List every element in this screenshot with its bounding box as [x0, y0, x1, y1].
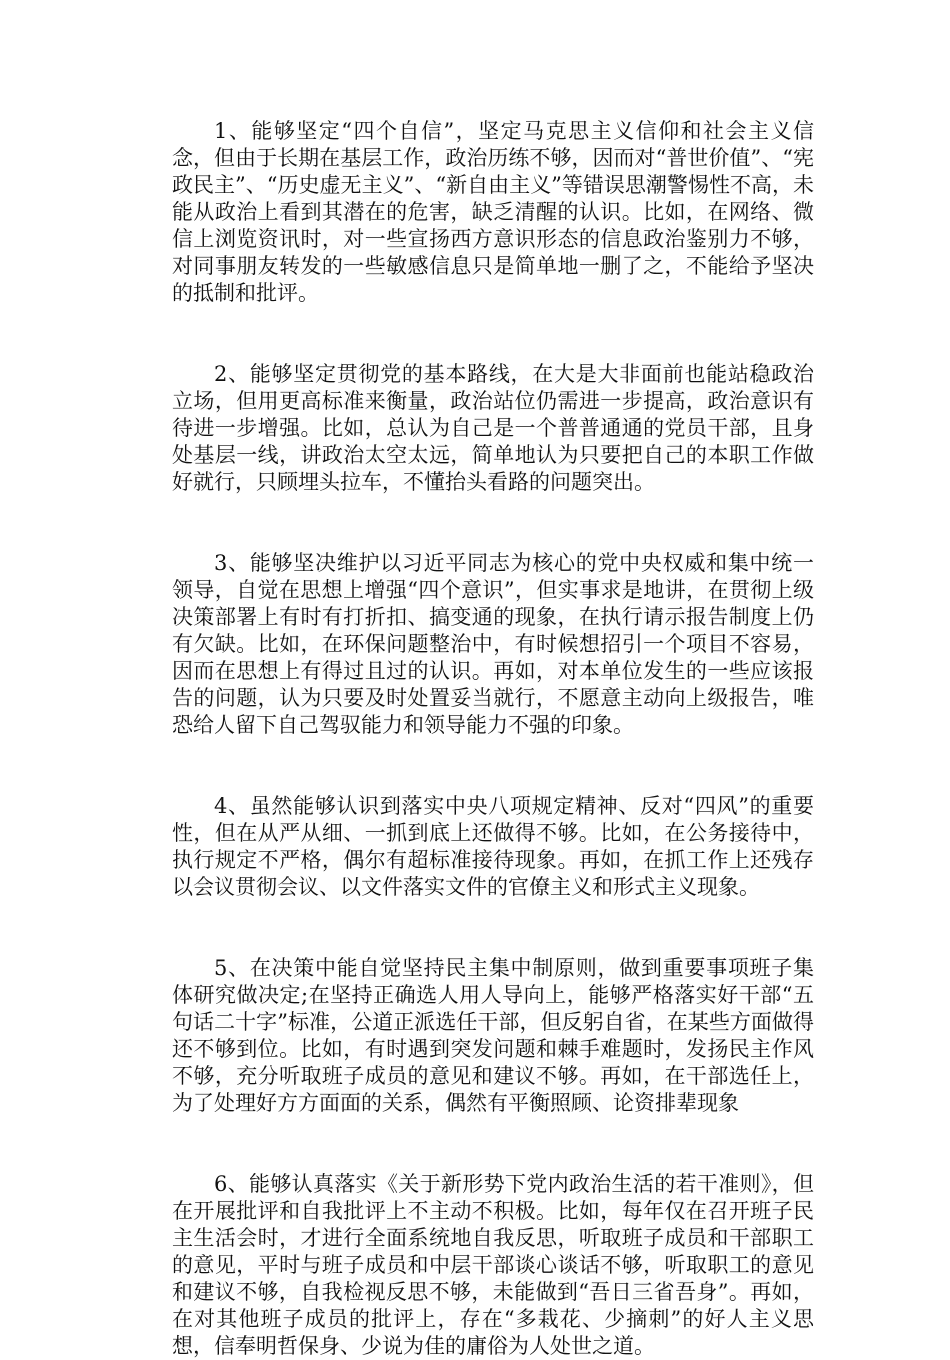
document-body: [172, 118, 814, 1360]
paragraph-5: 5、在决策中能自觉坚持民主集中制原则，做到重要事项班子集体研究做决定;在坚持正确选人用人导向上，能够严格落实好干部“五句话二十字”标准，公道正派选任干部，但反躬自省，在某些方面做得还不够到位。比如，有时遇到突发问题和棘手难题时，发扬民主作风不够，充分听取班子成员的意见和建议不够。再如，在干部选任上，为了处理好方方面面的关系，偶然有平衡照顾、论资排辈现象: [172, 956, 814, 1115]
paragraph-6: 6、能够认真落实《关于新形势下党内政治生活的若干准则》，但在开展批评和自我批评上不主动不积极。比如，每年仅在召开班子民主生活会时，才进行全面系统地自我反思，听取班子成员和干部职工的意见，平时与班子成员和中层干部谈心谈话不够，听取职工的意见和建议不够，自我检视反思不够，未能做到“吾日三省吾身”。再如，在对其他班子成员的批评上，存在“多栽花、少摘刺”的好人主义思想，信奉明哲保身、少说为佳的庸俗为人处世之道。: [172, 1172, 814, 1358]
paragraph-4: 4、虽然能够认识到落实中央八项规定精神、反对“四风”的重要性，但在从严从细、一抓到底上还做得不够。比如，在公务接待中，执行规定不严格，偶尔有超标准接待现象。再如，在抓工作上还残存以会议贯彻会议、以文件落实文件的官僚主义和形式主义现象。: [172, 794, 814, 899]
paragraph-1: 1、能够坚定“四个自信”，坚定马克思主义信仰和社会主义信念，但由于长期在基层工作，政治历练不够，因而对“普世价值”、“宪政民主”、“历史虚无主义”、“新自由主义”等错误思潮警惕性不高，未能从政治上看到其潜在的危害，缺乏清醒的认识。比如，在网络、微信上浏览资讯时，对一些宣扬西方意识形态的信息政治鉴别力不够，对同事朋友转发的一些敏感信息只是简单地一删了之，不能给予坚决的抵制和批评。: [172, 119, 814, 305]
paragraph-3: 3、能够坚决维护以习近平同志为核心的党中央权威和集中统一领导，自觉在思想上增强“四个意识”，但实事求是地讲，在贯彻上级决策部署上有时有打折扣、搞变通的现象，在执行请示报告制度上仍有欠缺。比如，在环保问题整治中，有时候想招引一个项目不容易，因而在思想上有得过且过的认识。再如，对本单位发生的一些应该报告的问题，认为只要及时处置妥当就行，不愿意主动向上级报告，唯恐给人留下自己驾驭能力和领导能力不强的印象。: [172, 551, 814, 737]
paragraph-2: 2、能够坚定贯彻党的基本路线，在大是大非面前也能站稳政治立场，但用更高标准来衡量，政治站位仍需进一步提高，政治意识有待进一步增强。比如，总认为自己是一个普普通通的党员干部，且身处基层一线，讲政治太空太远，简单地认为只要把自己的本职工作做好就行，只顾埋头拉车，不懂抬头看路的问题突出。: [172, 362, 814, 494]
